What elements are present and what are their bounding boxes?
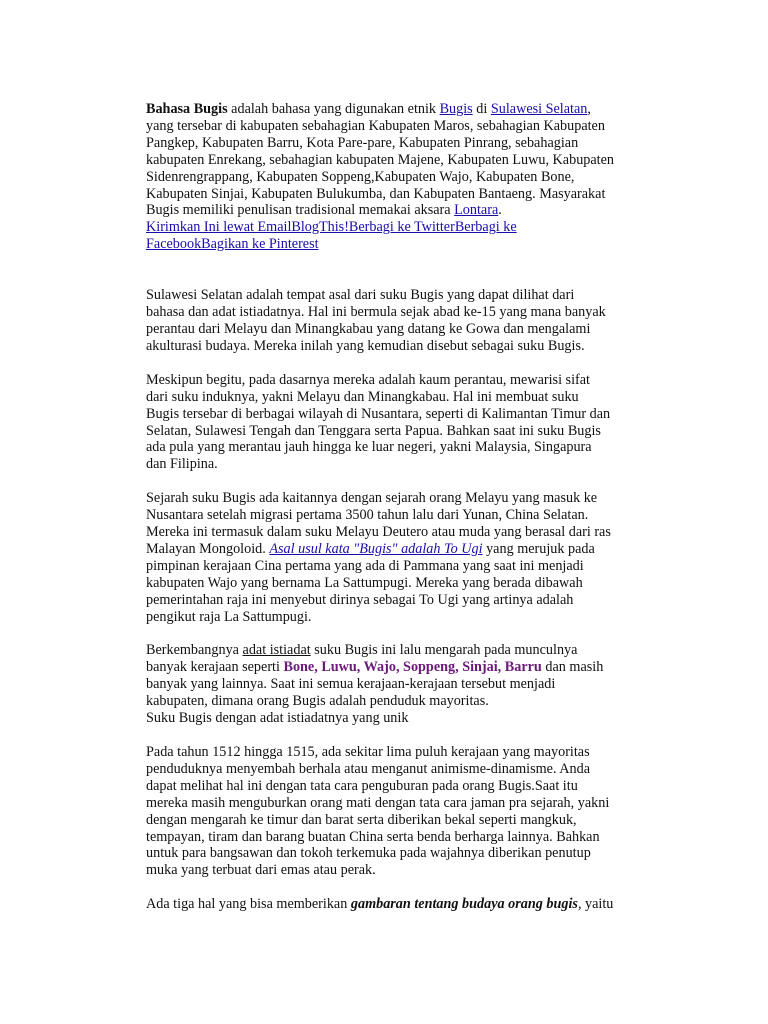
text-line: mereka masih menguburkan orang mati dengan tata cara jaman pra sejarah, yakni — [146, 794, 610, 811]
text-line: Pangkep, Kabupaten Barru, Kota Pare-pare, Kabupaten Pinrang, sebahagian — [146, 134, 579, 151]
emphasis-culture: gambaran tentang budaya orang bugis — [350, 896, 578, 913]
text-line: Mereka ini termasuk dalam suku Melayu Deutero atau muda yang berasal dari ras — [146, 524, 611, 541]
text-line: Malayan Mongoloid. Asal usul kata "Bugis" adalah To Ugi yang merujuk pada — [146, 540, 595, 557]
text-line: Selatan, Sulawesi Tengah dan Tenggara serta Papua. Bahkan saat ini suku Bugis — [146, 422, 601, 439]
share-links-line-1[interactable]: Kirimkan Ini lewat EmailBlogThis!Berbagi ke TwitterBerbagi ke — [146, 219, 517, 236]
text-line: Kabupaten Sinjai, Kabupaten Bulukumba, dan Kabupaten Bantaeng. Masyarakat — [146, 185, 606, 202]
text-line: banyak yang lainnya. Saat ini semua kerajaan-kerajaan tersebut menjadi — [146, 676, 556, 693]
link-asal-usul-kata-bugis[interactable]: Asal usul kata "Bugis" adalah To Ugi — [269, 540, 483, 557]
text-line: ada pula yang merantau jauh hingga ke luar negeri, yakni Malaysia, Singapura — [146, 439, 592, 456]
text-line: kabupaten, dimana orang Bugis adalah penduduk mayoritas. — [146, 693, 489, 710]
text-line: dapat melihat hal ini dengan tata cara penguburan pada orang Bugis.Saat itu — [146, 777, 578, 794]
text-line: dan Filipina. — [146, 456, 218, 473]
text-line: Sulawesi Selatan adalah tempat asal dari suku Bugis yang dapat dilihat dari — [146, 287, 575, 304]
link-bugis[interactable]: Bugis — [439, 101, 473, 117]
link-sulawesi-selatan[interactable]: Sulawesi Selatan — [490, 101, 588, 117]
share-links-line-2[interactable]: FacebookBagikan ke Pinterest — [146, 236, 319, 253]
paragraph-intro — [146, 101, 668, 253]
link-lontara[interactable]: Lontara — [454, 202, 499, 219]
paragraph-burial — [146, 744, 668, 879]
text-line: pengikut raja La Sattumpugi. — [146, 608, 312, 625]
paragraph-migration — [146, 372, 668, 473]
text-line: Berkembangnya adat istiadat suku Bugis ini lalu mengarah pada munculnya — [146, 642, 578, 659]
text-line: kabupaten Enrekang, sebahagian kabupaten Majene, Kabupaten Luwu, Kabupaten — [146, 151, 615, 168]
text-line: perantau dari Melayu dan Minangkabau yang datang ke Gowa dan mengalami — [146, 320, 591, 337]
paragraph-origin — [146, 287, 668, 355]
text-line: yang tersebar di kabupaten sebahagian Kabupaten Maros, sebahagian Kabupaten — [146, 117, 605, 134]
link-adat-istiadat[interactable]: adat istiadat — [242, 642, 311, 659]
text-line: dari suku induknya, yakni Melayu dan Minangkabau. Hal ini membuat suku — [146, 388, 579, 405]
text-line: Bugis tersebar di berbagai wilayah di Nusantara, seperti di Kalimantan Timur dan — [146, 405, 611, 422]
text-line: Sidenrengrappang, Kabupaten Soppeng,Kabupaten Wajo, Kabupaten Bone, — [146, 168, 575, 185]
paragraph-culture — [146, 896, 668, 913]
text-line: muka yang terbuat dari emas atau perak. — [146, 862, 376, 879]
section-subheading: Suku Bugis dengan adat istiadatnya yang unik — [146, 710, 409, 727]
paragraph-history — [146, 490, 668, 625]
kingdom-names: Bone, Luwu, Wajo, Soppeng, Sinjai, Barru — [283, 659, 542, 676]
text-line: Nusantara setelah migrasi pertama 3500 tahun lalu dari Yunan, China Selatan. — [146, 507, 589, 524]
text-line: kabupaten Wajo yang bernama La Sattumpugi. Mereka yang berada dibawah — [146, 574, 583, 591]
text-line: Bugis memiliki penulisan tradisional memakai aksara Lontara. — [146, 202, 502, 219]
paragraph-kingdoms — [146, 642, 668, 727]
text-line: pimpinan kerajaan Cina pertama yang ada di Pammana yang saat ini menjadi — [146, 557, 584, 574]
text-line: Bahasa Bugis adalah bahasa yang digunakan etnik Bugis di Sulawesi Selatan, — [146, 101, 591, 117]
text-line: untuk para bangsawan dan tokoh terkemuka pada wajahnya diberikan penutup — [146, 845, 591, 862]
text-line: Sejarah suku Bugis ada kaitannya dengan sejarah orang Melayu yang masuk ke — [146, 490, 598, 507]
text-line: Meskipun begitu, pada dasarnya mereka adalah kaum perantau, mewarisi sifat — [146, 371, 590, 388]
text-line: Ada tiga hal yang bisa memberikan gambaran tentang budaya orang bugis, yaitu — [146, 896, 614, 913]
text-line: dengan mengarah ke timur dan barat serta diberikan bekal seperti mangkuk, — [146, 811, 577, 828]
text-line: banyak kerajaan seperti Bone, Luwu, Wajo, Soppeng, Sinjai, Barru dan masih — [146, 659, 604, 676]
text-line: Pada tahun 1512 hingga 1515, ada sekitar lima puluh kerajaan yang mayoritas — [146, 744, 590, 760]
text-line: penduduknya menyembah berhala atau menganut animisme-dinamisme. Anda — [146, 760, 591, 777]
text-line: pemerintahan raja ini menyebut dirinya sebagai To Ugi yang artinya adalah — [146, 591, 574, 608]
text-line: bahasa dan adat istiadatnya. Hal ini bermula sejak abad ke-15 yang mana banyak — [146, 304, 606, 321]
term-bahasa-bugis: Bahasa Bugis — [146, 101, 228, 117]
text-line: tempayan, tiram dan barang buatan China serta benda berharga lainnya. Bahkan — [146, 828, 600, 845]
text-line: akulturasi budaya. Mereka inilah yang kemudian disebut sebagai suku Bugis. — [146, 337, 585, 354]
